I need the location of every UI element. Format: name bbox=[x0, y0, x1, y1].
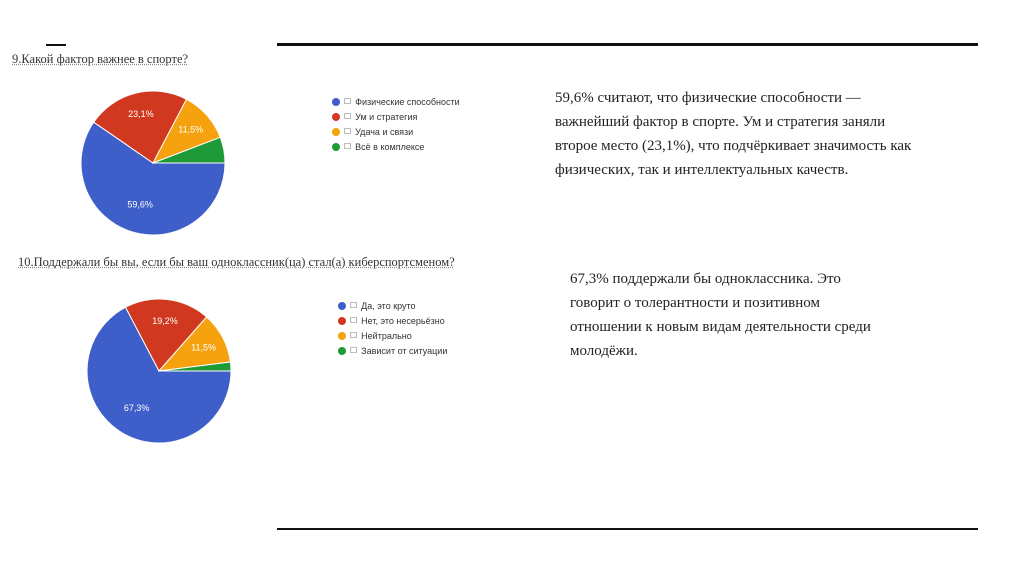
pie-slice-label: 23,1% bbox=[128, 109, 154, 120]
legend-item bbox=[332, 94, 460, 109]
legend-item bbox=[338, 343, 447, 358]
paragraph-line: отношении к новым видам деятельности среди bbox=[570, 319, 871, 335]
legend-color-dot bbox=[332, 113, 340, 121]
paragraph-line: физических, так и интеллектуальных качеств. bbox=[555, 162, 849, 178]
pie-chart-factors bbox=[80, 90, 226, 236]
checkbox-icon: ☐ bbox=[344, 142, 352, 151]
bottom-divider bbox=[277, 528, 978, 530]
checkbox-icon: ☐ bbox=[344, 97, 352, 106]
legend-color-dot bbox=[332, 143, 340, 151]
decorative-dash bbox=[46, 44, 66, 46]
legend-label: Удача и связи bbox=[355, 126, 414, 137]
question-1-title: 9.Какой фактор важнее в спорте? bbox=[12, 52, 189, 66]
legend-support bbox=[338, 298, 447, 358]
pie-slice-label: 67,3% bbox=[123, 402, 150, 413]
top-divider bbox=[277, 43, 978, 46]
paragraph-line: молодёжи. bbox=[570, 343, 638, 359]
legend-label: Нет, это несерьёзно bbox=[361, 315, 445, 326]
checkbox-icon: ☐ bbox=[344, 112, 352, 121]
pie-chart-support bbox=[86, 298, 232, 444]
legend-label: Зависит от ситуации bbox=[361, 345, 448, 356]
legend-label: Да, это круто bbox=[361, 300, 416, 311]
legend-label: Нейтрально bbox=[361, 330, 412, 341]
pie-slice-label: 59,6% bbox=[127, 199, 153, 210]
paragraph-support bbox=[570, 267, 970, 363]
legend-color-dot bbox=[332, 128, 340, 136]
legend-color-dot bbox=[338, 302, 346, 310]
legend-item bbox=[332, 139, 460, 154]
legend-item bbox=[338, 298, 447, 313]
legend-item bbox=[338, 313, 447, 328]
paragraph-factors bbox=[555, 86, 975, 182]
checkbox-icon: ☐ bbox=[350, 316, 358, 325]
pie-slice-label: 11,5% bbox=[178, 124, 204, 135]
paragraph-line: 59,6% считают, что физические способности — bbox=[555, 90, 861, 106]
legend-label: Всё в комплексе bbox=[355, 141, 425, 152]
legend-color-dot bbox=[332, 98, 340, 106]
checkbox-icon: ☐ bbox=[350, 301, 358, 310]
pie-slice-label: 11,5% bbox=[191, 342, 216, 353]
legend-color-dot bbox=[338, 332, 346, 340]
paragraph-line: второе место (23,1%), что подчёркивает значимость как bbox=[555, 138, 912, 154]
question-2-title: 10.Поддержали бы вы, если бы ваш одноклассник(ца) стал(а) киберспортсменом? bbox=[18, 255, 455, 269]
checkbox-icon: ☐ bbox=[344, 127, 352, 136]
pie-slice-label: 19,2% bbox=[152, 315, 178, 326]
legend-item bbox=[338, 328, 447, 343]
legend-item bbox=[332, 124, 460, 139]
legend-color-dot bbox=[338, 317, 346, 325]
legend-item bbox=[332, 109, 460, 124]
checkbox-icon: ☐ bbox=[350, 346, 358, 355]
legend-label: Физические способности bbox=[355, 96, 460, 107]
checkbox-icon: ☐ bbox=[350, 331, 358, 340]
paragraph-line: 67,3% поддержали бы одноклассника. Это bbox=[570, 271, 841, 287]
paragraph-line: говорит о толерантности и позитивном bbox=[570, 295, 820, 311]
legend-color-dot bbox=[338, 347, 346, 355]
paragraph-line: важнейший фактор в спорте. Ум и стратегия заняли bbox=[555, 114, 886, 130]
legend-factors bbox=[332, 94, 460, 154]
legend-label: Ум и стратегия bbox=[355, 111, 418, 122]
